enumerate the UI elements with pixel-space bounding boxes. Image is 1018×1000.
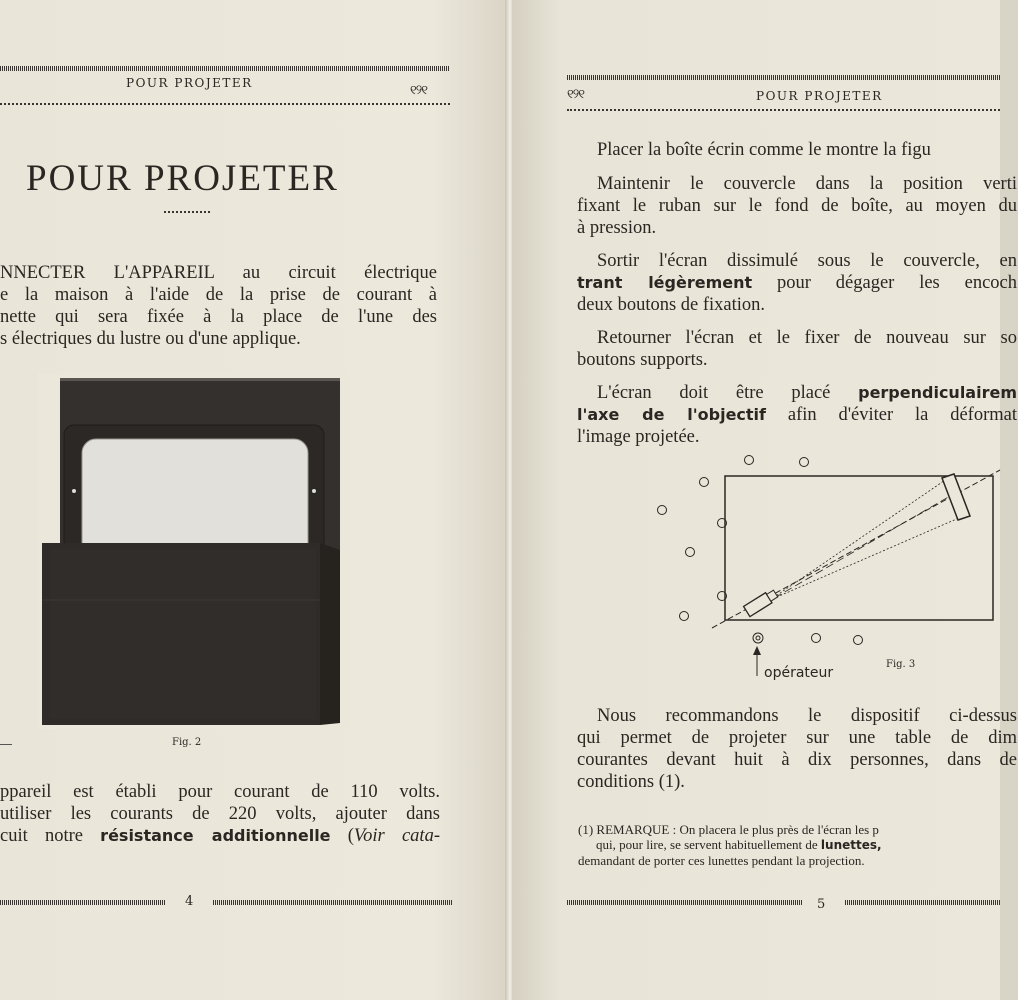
text-line: Sortir l'écran dissimulé sous le couvercle, en xyxy=(597,251,1017,271)
text-line: Nous recommandons le dispositif ci-dessus xyxy=(597,706,1017,726)
figure-3-caption: Fig. 3 xyxy=(886,659,916,670)
text-line: nette qui sera fixée à la place de l'une des xyxy=(0,307,437,327)
footnote xyxy=(578,822,1018,868)
paragraph-2 xyxy=(577,173,1017,239)
footer-rule-left xyxy=(567,900,802,905)
ornament-icon: ୧୨୧ xyxy=(410,83,428,98)
text-span: ( xyxy=(330,826,354,846)
header-rule-bottom xyxy=(567,109,1000,111)
text-line: conditions (1). xyxy=(577,772,685,792)
ornament-icon: ୧୨୧ xyxy=(567,87,585,102)
text-line: courantes devant huit à dix personnes, dans de xyxy=(577,750,1017,770)
left-page xyxy=(0,0,508,1000)
text-line: deux boutons de fixation. xyxy=(577,295,766,315)
figure-3-diagram xyxy=(632,448,1000,688)
text-line: Placer la boîte écrin comme le montre la figu xyxy=(597,140,931,160)
paragraph-6 xyxy=(577,705,1017,793)
header-rule-top xyxy=(0,66,450,71)
header-rule-bottom xyxy=(0,103,450,105)
footer-rule-right xyxy=(845,900,1000,905)
footnote-line: (1) REMARQUE : On placera le plus près de l'écran les p xyxy=(578,822,879,837)
voltage-paragraph xyxy=(0,781,440,847)
running-head: POUR PROJETER xyxy=(126,76,253,90)
text-span: cuit notre xyxy=(0,826,101,846)
text-span: afin d'éviter la déformat xyxy=(766,405,1017,425)
running-head: POUR PROJETER xyxy=(756,89,883,103)
operator-label: opérateur xyxy=(764,665,834,681)
text-line: fixant le ruban sur le fond de boîte, au moyen du xyxy=(577,196,1017,216)
text-line: s électriques du lustre ou d'une applique. xyxy=(0,329,301,349)
text-line xyxy=(577,272,1017,294)
footer-rule-left xyxy=(0,900,165,905)
text-span: L'écran doit être placé xyxy=(597,383,859,403)
text-line xyxy=(577,404,1017,426)
text-line: Retourner l'écran et le fixer de nouveau sur so xyxy=(597,328,1017,348)
bold-text: l'axe de l'objectif xyxy=(577,405,766,424)
paragraph-4 xyxy=(577,327,1017,371)
text-line xyxy=(577,382,1017,404)
bold-text: perpendiculairem xyxy=(858,383,1017,402)
margin-mark xyxy=(0,744,12,745)
text-line: à pression. xyxy=(577,218,657,238)
page-number: 4 xyxy=(185,894,194,909)
italic-text: Voir cata- xyxy=(353,826,440,846)
page-title: POUR PROJETER xyxy=(26,158,339,199)
intro-paragraph xyxy=(0,262,437,350)
footnote-line: demandant de porter ces lunettes pendant la projection. xyxy=(578,853,865,868)
bold-text: résistance additionnelle xyxy=(100,826,331,845)
text-line: NNECTER L'APPAREIL au circuit électrique xyxy=(0,263,437,283)
text-line: utiliser les courants de 220 volts, ajouter dans xyxy=(0,804,440,824)
footnote-line xyxy=(578,837,1018,853)
text-line: e la maison à l'aide de la prise de courant à xyxy=(0,285,437,305)
figure-2-illustration xyxy=(38,373,348,729)
text-line xyxy=(0,825,440,847)
paragraph-1 xyxy=(597,139,1017,161)
text-line: boutons supports. xyxy=(577,350,708,370)
text-line: ppareil est établi pour courant de 110 volts. xyxy=(0,782,440,802)
header-rule-top xyxy=(567,75,1000,80)
paragraph-5 xyxy=(577,382,1017,448)
right-page xyxy=(512,0,1018,1000)
title-divider xyxy=(164,211,210,213)
text-span: pour dégager les encoch xyxy=(752,273,1018,293)
bold-text: lunettes, xyxy=(820,838,882,852)
figure-2-caption: Fig. 2 xyxy=(172,737,202,748)
text-line: l'image projetée. xyxy=(577,427,700,447)
footer-rule-right xyxy=(213,900,453,905)
text-line: qui permet de projeter sur une table de dim xyxy=(577,728,1017,748)
paragraph-3 xyxy=(577,250,1017,316)
text-span: qui, pour lire, se servent habituellement de xyxy=(596,837,821,852)
text-line: Maintenir le couvercle dans la position verti xyxy=(597,174,1017,194)
page-number: 5 xyxy=(817,897,826,912)
bold-text: trant légèrement xyxy=(577,273,753,292)
